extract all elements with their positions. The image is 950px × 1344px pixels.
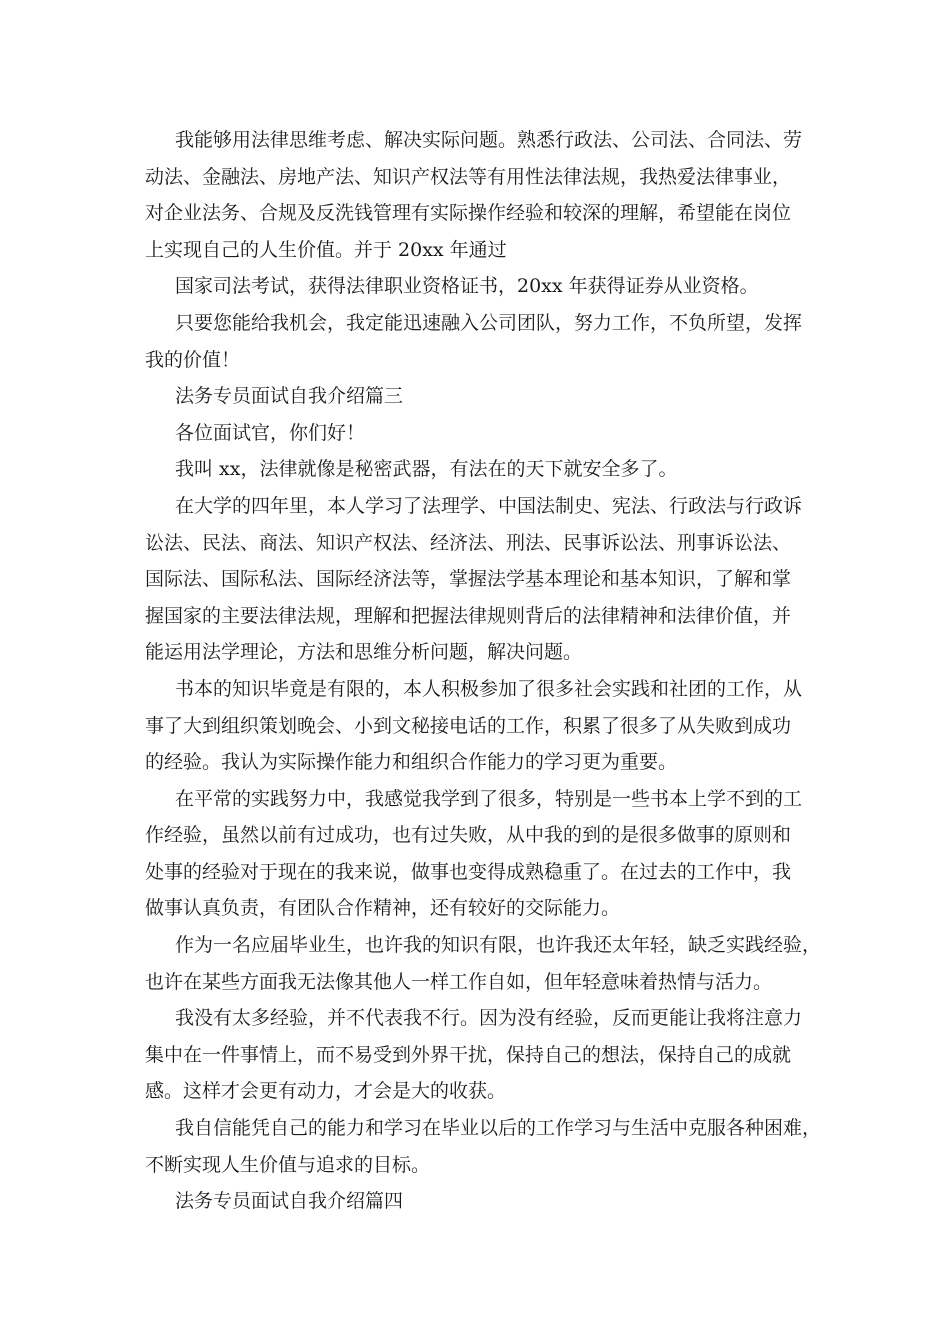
text-line: 我自信能凭自己的能力和学习在毕业以后的工作学习与生活中克服各种困难， (175, 1117, 822, 1140)
text-line: 也许在某些方面我无法像其他人一样工作自如，但年轻意味着热情与活力。 (145, 970, 773, 993)
text-line: 各位面试官，你们好！ (175, 421, 366, 444)
text-line: 书本的知识毕竟是有限的，本人积极参加了很多社会实践和社团的工作，从 (175, 677, 803, 700)
text-line: 握国家的主要法律法规，理解和把握法律规则背后的法律精神和法律价值，并 (145, 604, 792, 627)
text-line: 动法、金融法、房地产法、知识产权法等有用性法律法规，我热爱法律事业， (145, 165, 792, 188)
text-line: 讼法、民法、商法、知识产权法、经济法、刑法、民事诉讼法、刑事诉讼法、 (145, 531, 792, 554)
text-line: 我叫 xx，法律就像是秘密武器，有法在的天下就安全多了。 (175, 458, 678, 481)
text-line: 集中在一件事情上，而不易受到外界干扰，保持自己的想法，保持自己的成就 (145, 1043, 792, 1066)
text-line: 事了大到组织策划晚会、小到文秘接电话的工作，积累了很多了从失败到成功 (145, 714, 792, 737)
text-line: 我的价值！ (145, 348, 241, 371)
text-line: 处事的经验对于现在的我来说，做事也变得成熟稳重了。在过去的工作中，我 (145, 860, 792, 883)
text-line: 在大学的四年里，本人学习了法理学、中国法制史、宪法、行政法与行政诉 (175, 494, 803, 517)
document-body (145, 122, 820, 1220)
text-line: 感。这样才会更有动力，才会是大的收获。 (145, 1080, 507, 1103)
text-line: 只要您能给我机会，我定能迅速融入公司团队，努力工作，不负所望，发挥 (175, 311, 803, 334)
text-line: 法务专员面试自我介绍篇三 (175, 385, 404, 408)
text-line: 作为一名应届毕业生，也许我的知识有限，也许我还太年轻，缺乏实践经验， (175, 934, 822, 957)
text-line: 我能够用法律思维考虑、解决实际问题。熟悉行政法、公司法、合同法、劳 (175, 129, 803, 151)
text-line: 在平常的实践努力中，我感觉我学到了很多，特别是一些书本上学不到的工 (175, 787, 803, 810)
text-line: 上实现自己的人生价值。并于 20xx 年通过 (145, 238, 507, 261)
text-line: 我没有太多经验，并不代表我不行。因为没有经验，反而更能让我将注意力 (175, 1007, 803, 1030)
text-line: 对企业法务、合规及反洗钱管理有实际操作经验和较深的理解，希望能在岗位 (145, 202, 792, 225)
text-line: 国家司法考试，获得法律职业资格证书，20xx 年获得证券从业资格。 (175, 275, 759, 298)
text-line: 能运用法学理论，方法和思维分析问题，解决问题。 (145, 641, 583, 664)
text-line: 作经验，虽然以前有过成功，也有过失败，从中我的到的是很多做事的原则和 (145, 824, 792, 847)
text-line: 做事认真负责，有团队合作精神，还有较好的交际能力。 (145, 897, 621, 920)
text-line: 的经验。我认为实际操作能力和组织合作能力的学习更为重要。 (145, 751, 678, 774)
text-line: 国际法、国际私法、国际经济法等，掌握法学基本理论和基本知识，了解和掌 (145, 568, 792, 591)
text-line: 法务专员面试自我介绍篇四 (175, 1190, 404, 1213)
text-line: 不断实现人生价值与追求的目标。 (145, 1153, 431, 1176)
